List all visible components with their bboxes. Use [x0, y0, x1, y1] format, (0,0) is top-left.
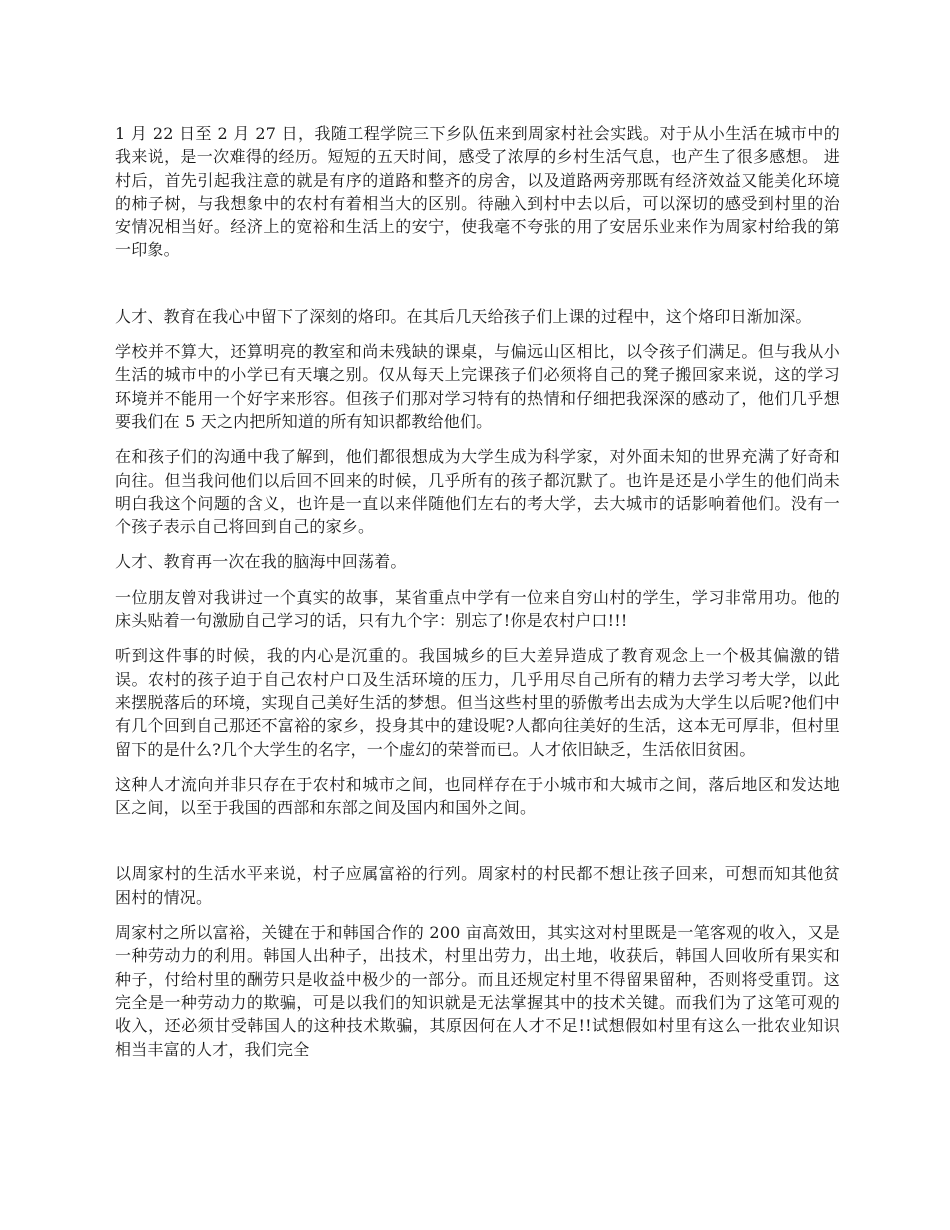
section-spacer — [115, 274, 840, 305]
paragraph-intro: 1 月 22 日至 2 月 27 日，我随工程学院三下乡队伍来到周家村社会实践。对于从小生活在城市中的我来说，是一次难得的经历。短短的五天时间，感受了浓厚的乡村生活气息，也产生了很多感想。 进村后，首先引起我注意的就是有序的道路和整齐的房舍，以及道路两旁那既有经济效益又能美化环境的柿子树，与我想象中的农村有着相当大的区别。待融入到村中去以后，可以深切的感受到村里的治安情况相当好。经济上的宽裕和生活上的安宁，使我毫不夸张的用了安居乐业来作为周家村给我的第一印象。 — [115, 124, 840, 260]
paragraph-talent-flow: 这种人才流向并非只存在于农村和城市之间，也同样存在于小城市和大城市之间，落后地区和发达地区之间，以至于我国的西部和东部之间及国内和国外之间。 — [115, 774, 840, 818]
document-body — [115, 122, 840, 1073]
paragraph-children: 在和孩子们的沟通中我了解到，他们都很想成为大学生成为科学家，对外面未知的世界充满了好奇和向往。但当我问他们以后回不回来的时候，几乎所有的孩子都沉默了。也许是还是小学生的他们尚未明白我这个问题的含义，也许是一直以来伴随他们左右的考大学，去大城市的话影响着他们。没有一个孩子表示自己将回到自己的家乡。 — [115, 447, 840, 537]
paragraph-korea-cooperation: 周家村之所以富裕，关键在于和韩国合作的 200 亩高效田，其实这对村里既是一笔客观的收入，又是一种劳动力的利用。韩国人出种子，出技术，村里出劳力，出土地，收获后，韩国人回收所有果实和种子，付给村里的酬劳只是收益中极少的一部分。而且还规定村里不得留果留种，否则将受重罚。这完全是一种劳动力的欺骗，可是以我们的知识就是无法掌握其中的技术关键。而我们为了这笔可观的收入，还必须甘受韩国人的这种技术欺骗，其原因何在人才不足!!试想假如村里有这么一批农业知识相当丰富的人才，我们完全 — [115, 923, 840, 1059]
paragraph-story: 一位朋友曾对我讲过一个真实的故事，某省重点中学有一位来自穷山村的学生，学习非常用功。他的床头贴着一句激励自己学习的话，只有九个字：别忘了!你是农村户口!!! — [115, 587, 840, 631]
section-spacer — [115, 831, 840, 862]
paragraph-echo: 人才、教育再一次在我的脑海中回荡着。 — [115, 552, 407, 572]
paragraph-village-wealth: 以周家村的生活水平来说，村子应属富裕的行列。周家村的村民都不想让孩子回来，可想而知其他贫困村的情况。 — [115, 864, 840, 907]
paragraph-talent-education: 人才、教育在我心中留下了深刻的烙印。在其后几天给孩子们上课的过程中，这个烙印日渐加深。 — [115, 306, 812, 326]
paragraph-school: 学校并不算大，还算明亮的教室和尚未残缺的课桌，与偏远山区相比，以令孩子们满足。但与我从小生活的城市中的小学已有天壤之别。仅从每天上完课孩子们必须将自己的凳子搬回家来说，这的学习环境并不能用一个好字来形容。但孩子们那对学习特有的热情和仔细把我深深的感动了，他们几乎想要我们在 5 天之内把所知道的所有知识都教给他们。 — [115, 342, 840, 431]
paragraph-reflection: 听到这件事的时候，我的内心是沉重的。我国城乡的巨大差异造成了教育观念上一个极其偏激的错误。农村的孩子迫于自己农村户口及生活环境的压力，几乎用尽自己所有的精力去学习考大学，以此来摆脱落后的环境，实现自己美好生活的梦想。但当这些村里的骄傲考出去成为大学生以后呢?他们中有几个回到自己那还不富裕的家乡，投身其中的建设呢?人都向往美好的生活，这本无可厚非，但村里留下的是什么?几个大学生的名字，一个虚幻的荣誉而已。人才依旧缺乏，生活依旧贫困。 — [115, 646, 840, 759]
